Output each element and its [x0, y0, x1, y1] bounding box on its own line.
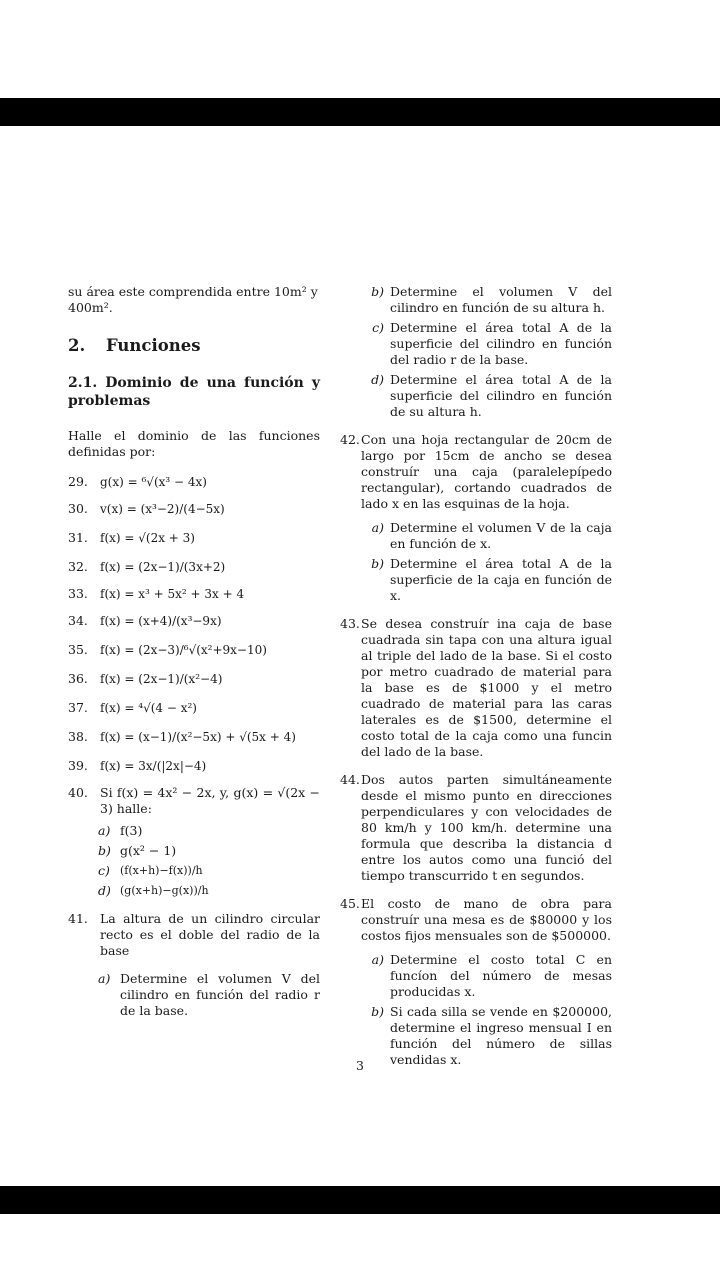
exercise-45: 45. El costo de mano de obra para construír una mesa es de $80000 y los costos fijos mensuales son de $500000. [340, 896, 612, 943]
exercise-43: 43. Se desea construír ina caja de base cuadrada sin tapa con una altura igual al triple del lado de la base. Si el costo por metro cuadrado de material para la base es de $1000 y el metro cuadrado de material para las caras laterales es de $1500, determine el costo total de la caja como una funcin del lado de la base. [340, 616, 612, 759]
page-number: 3 [356, 1058, 364, 1073]
exercise-40-b: b) g(x² − 1) [98, 843, 177, 858]
exercise-42-a: a) Determine el volumen V de la caja en función de x. [371, 520, 612, 551]
exercise-42-b: b) Determine el área total A de la superficie de la caja en función de x. [371, 556, 612, 603]
exercise-40: 40. Si f(x) = 4x² − 2x, y, g(x) = √(2x − 3) halle: [68, 785, 320, 816]
exercise-40-d: d) (g(x+h)−g(x))/h [98, 883, 209, 898]
subsection-heading: 2.1. Dominio de una función y problemas [68, 375, 320, 409]
exercise-44: 44. Dos autos parten simultáneamente desde el mismo punto en direcciones perpendiculares y con velocidades de 80 km/h y 100 km/h. determine una formula que describa la distancia d entre los autos como una funció del tiempo transcurrido t en segundos. [340, 772, 612, 883]
exercise-30: 30. v(x) = (x³−2)/(4−5x) [68, 501, 225, 516]
top-black-band [0, 98, 720, 126]
exercise-38: 38. f(x) = (x−1)/(x²−5x) + √(5x + 4) [68, 729, 296, 744]
exercise-list [68, 474, 320, 776]
exercise-40-c: c) (f(x+h)−f(x))/h [98, 863, 203, 878]
exercise-36: 36. f(x) = (2x−1)/(x²−4) [68, 671, 223, 686]
exercise-41-d: d) Determine el área total A de la superficie del cilindro en función de su altura h. [371, 372, 612, 419]
right-column [340, 284, 612, 1068]
section-number: 2. [68, 336, 86, 355]
exercise-42: 42. Con una hoja rectangular de 20cm de largo por 15cm de ancho se desea construír una caja (paralelepípedo rectangular), cortando cuadrados de lado x en las esquinas de la hoja. [340, 432, 612, 511]
exercise-41: 41. La altura de un cilindro circular recto es el doble del radio de la base [68, 911, 320, 958]
exercise-41-a: a) Determine el volumen V del cilindro en función del radio r de la base. [98, 971, 320, 1018]
exercise-40-a: a) f(3) [98, 823, 143, 838]
left-column [68, 284, 320, 1019]
section-title: Funciones [106, 336, 201, 355]
exercise-34: 34. f(x) = (x+4)/(x³−9x) [68, 613, 222, 628]
section-heading [68, 338, 320, 354]
exercise-29: 29. g(x) = ⁶√(x³ − 4x) [68, 474, 207, 489]
exercise-31: 31. f(x) = √(2x + 3) [68, 530, 195, 545]
instruction-text: Halle el dominio de las funciones definidas por: [68, 428, 320, 459]
exercise-41-b: b) Determine el volumen V del cilindro en función de su altura h. [371, 284, 612, 315]
intro-line-1: su área este comprendida entre 10m² y [68, 284, 318, 299]
exercise-37: 37. f(x) = ⁴√(4 − x²) [68, 700, 197, 715]
exercise-40-parts [68, 823, 320, 899]
exercise-39: 39. f(x) = 3x/(|2x|−4) [68, 758, 207, 773]
exercise-45-a: a) Determine el costo total C en funcíon del número de mesas producidas x. [371, 952, 612, 999]
exercise-45-b: b) Si cada silla se vende en $200000, determine el ingreso mensual I en función del número de sillas vendidas x. [371, 1004, 612, 1067]
intro-line-2: 400m². [68, 300, 113, 315]
exercise-35: 35. f(x) = (2x−3)/⁶√(x²+9x−10) [68, 642, 267, 657]
exercise-41-c: c) Determine el área total A de la superficie del cilindro en función del radio r de la base. [372, 320, 612, 367]
exercise-33: 33. f(x) = x³ + 5x² + 3x + 4 [68, 586, 245, 601]
bottom-black-band [0, 1186, 720, 1214]
exercise-32: 32. f(x) = (2x−1)/(3x+2) [68, 559, 226, 574]
